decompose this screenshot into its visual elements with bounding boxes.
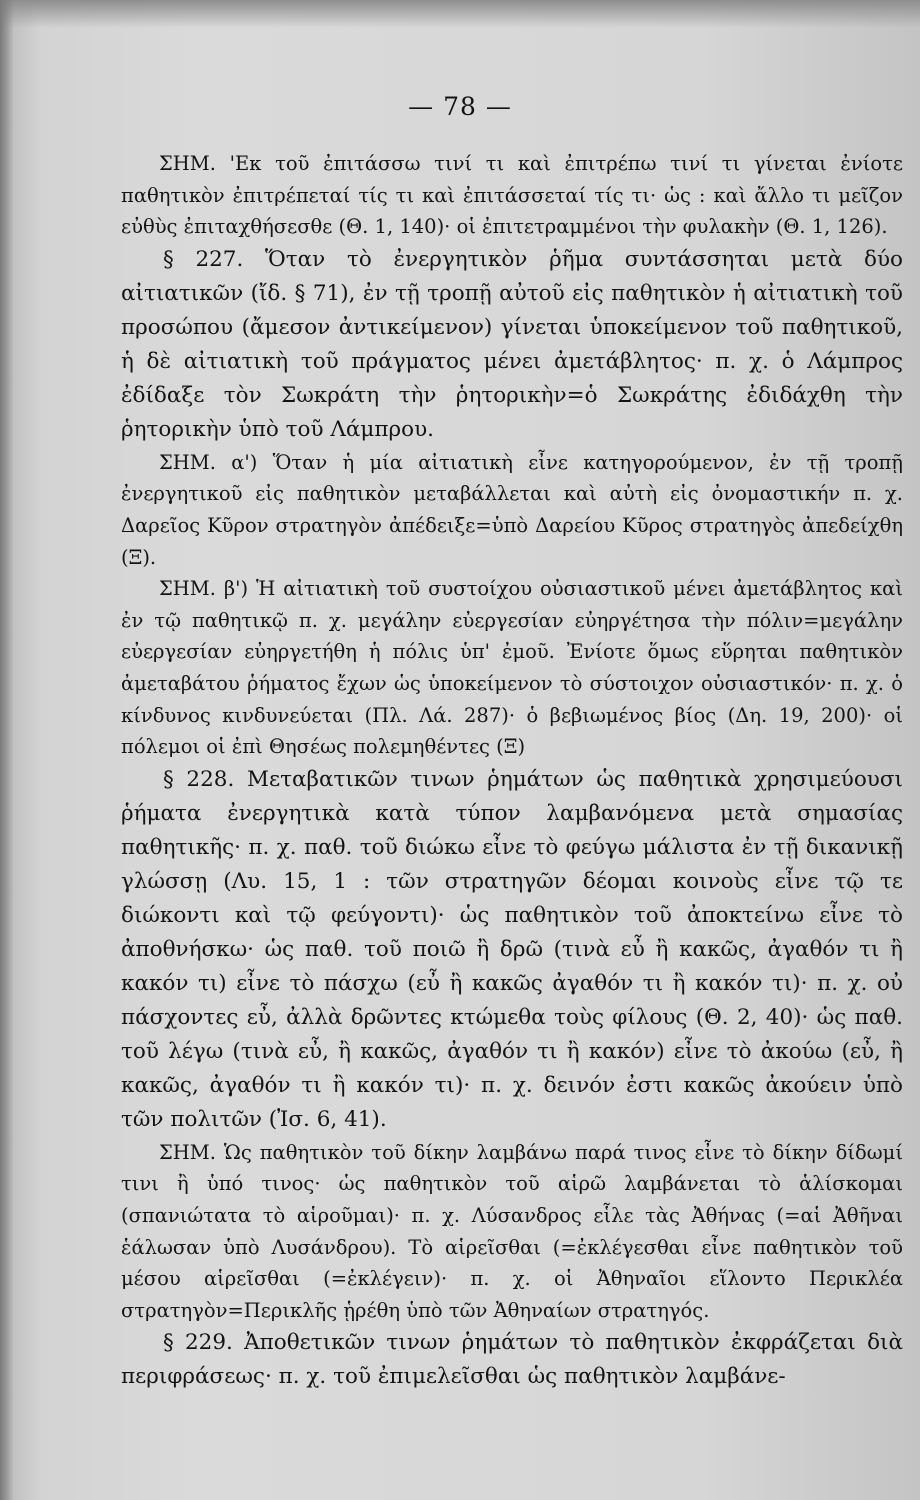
page-shadow-left bbox=[0, 0, 14, 1500]
paragraph-note-1: ΣΗΜ. 'Εκ τοῦ ἐπιτάσσω τινί τι καὶ ἐπιτρέπω τινί τι γίνεται ἐνίοτε παθητικὸν ἐπιτρέπεταί τίς τι καὶ ἐπιτάσσεταί τίς τι· ὡς : καὶ ἄλλο τι μεῖζον εὐθὺς ἐπιταχθήσεσθε (Θ. 1, 140)· οἱ ἐπιτετραμμένοι τὴν φυλακὴν (Θ. 1, 126). bbox=[121, 152, 903, 239]
paragraph-note-a: ΣΗΜ. α') Ὅταν ἡ μία αἰτιατικὴ εἶνε κατηγορούμενον, ἐν τῇ τροπῇ ἐνεργητικοῦ εἰς παθητικὸν μεταβάλλεται καὶ αὐτὴ εἰς ὀνομαστικήν π. χ. Δαρεῖος Κῦρον στρατηγὸν ἀπέδειξε=ὑπὸ Δαρείου Κῦρος στρατηγὸς ἀπεδείχθη (Ξ). bbox=[121, 450, 903, 569]
paragraph-section-229: § 229. Ἀποθετικῶν τινων ῥημάτων τὸ παθητικὸν ἐκφράζεται διὰ περιφράσεως· π. χ. τοῦ ἐπιμελεῖσθαι ὡς παθητικὸν λαμβάνε- bbox=[121, 1330, 903, 1390]
paragraph-section-227: § 227. Ὅταν τὸ ἐνεργητικὸν ῥῆμα συντάσσηται μετὰ δύο αἰτιατικῶν (ἴδ. § 71), ἐν τῇ τροπῇ αὐτοῦ εἰς παθητικὸν ἡ αἰτιατικὴ τοῦ προσώπου (ἄμεσον ἀντικείμενον) γίνεται ὑποκείμενον τοῦ παθητικοῦ, ἡ δὲ αἰτιατικὴ τοῦ πράγματος μένει ἀμετάβλητος· π. χ. ὁ Λάμπρος ἐδίδαξε τὸν Σωκράτη τὴν ῥητορικὴν=ὁ Σωκράτης ἐδιδάχθη τὴν ῥητορικὴν ὑπὸ τοῦ Λάμπρου. bbox=[121, 246, 903, 442]
page-shadow-top bbox=[0, 0, 920, 28]
paragraph-note-b: ΣΗΜ. β') Ἡ αἰτιατικὴ τοῦ συστοίχου οὐσιαστικοῦ μένει ἀμετάβλητος καὶ ἐν τῷ παθητικῷ π. χ. μεγάλην εὐεργεσίαν εὐηργέτησα τὴν πόλιν=μεγάλην εὐεργεσίαν εὐηργετήθη ἡ πόλις ὑπ' ἐμοῦ. Ἐνίοτε ὅμως εὕρηται παθητικὸν ἀμεταβάτου ῥήματος ἔχων ὡς ὑποκείμενον τὸ σύστοιχον οὐσιαστικόν· π. χ. ὁ κίνδυνος κινδυνεύεται (Πλ. Λά. 287)· ὁ βεβιωμένος βίος (Δη. 19, 200)· οἱ πόλεμοι οἱ ἐπὶ Θησέως πολεμηθέντες (Ξ) bbox=[121, 577, 903, 759]
page-number: — 78 — bbox=[408, 92, 512, 121]
paragraph-section-228: § 228. Μεταβατικῶν τινων ῥημάτων ὡς παθητικὰ χρησιμεύουσι ῥήματα ἐνεργητικὰ κατὰ τύπον λαμβανόμενα μετὰ σημασίας παθητικῆς· π. χ. παθ. τοῦ διώκω εἶνε τὸ φεύγω μάλιστα ἐν τῇ δικανικῇ γλώσσῃ (Λυ. 15, 1 : τῶν στρατηγῶν δέομαι κοινοὺς εἶνε τῷ τε διώκοντι καὶ τῷ φεύγοντι)· ὡς παθητικὸν τοῦ ἀποκτείνω εἶνε τὸ ἀποθνήσκω· ὡς παθ. τοῦ ποιῶ ἢ δρῶ (τινὰ εὖ ἢ κακῶς, ἀγαθόν τι ἢ κακόν τι) εἶνε τὸ πάσχω (εὖ ἢ κακῶς ἀγαθόν τι ἢ κακόν τι)· π. χ. οὐ πάσχοντες εὖ, ἀλλὰ δρῶντες κτώμεθα τοὺς φίλους (Θ. 2, 40)· ὡς παθ. τοῦ λέγω (τινὰ εὖ, ἢ κακῶς, ἀγαθόν τι ἢ κακόν) εἶνε τὸ ἀκούω (εὖ, ἢ κακῶς, ἀγαθόν τι ἢ κακόν τι)· π. χ. δεινόν ἐστι κακῶς ἀκούειν ὑπὸ τῶν πολιτῶν (Ἰσ. 6, 41). bbox=[121, 766, 903, 1132]
body-text bbox=[121, 148, 903, 1394]
paragraph-note-c: ΣΗΜ. Ὡς παθητικὸν τοῦ δίκην λαμβάνω παρά τινος εἶνε τὸ δίκην δίδωμί τινι ἢ ὑπό τινος· ὡς παθητικὸν τοῦ αἱρῶ λαμβάνεται τὸ ἁλίσκομαι (σπανιώτατα τὸ αἱροῦμαι)· π. χ. Λύσανδρος εἷλε τὰς Ἀθήνας (=αἱ Ἀθῆναι ἑάλωσαν ὑπὸ Λυσάνδρου). Τὸ αἱρεῖσθαι (=ἐκλέγεσθαι εἶνε παθητικὸν τοῦ μέσου αἱρεῖσθαι (=ἐκλέγειν)· π. χ. οἱ Ἀθηναῖοι εἵλοντο Περικλέα στρατηγὸν=Περικλῆς ᾑρέθη ὑπὸ τῶν Ἀθηναίων στρατηγός. bbox=[121, 1140, 903, 1322]
